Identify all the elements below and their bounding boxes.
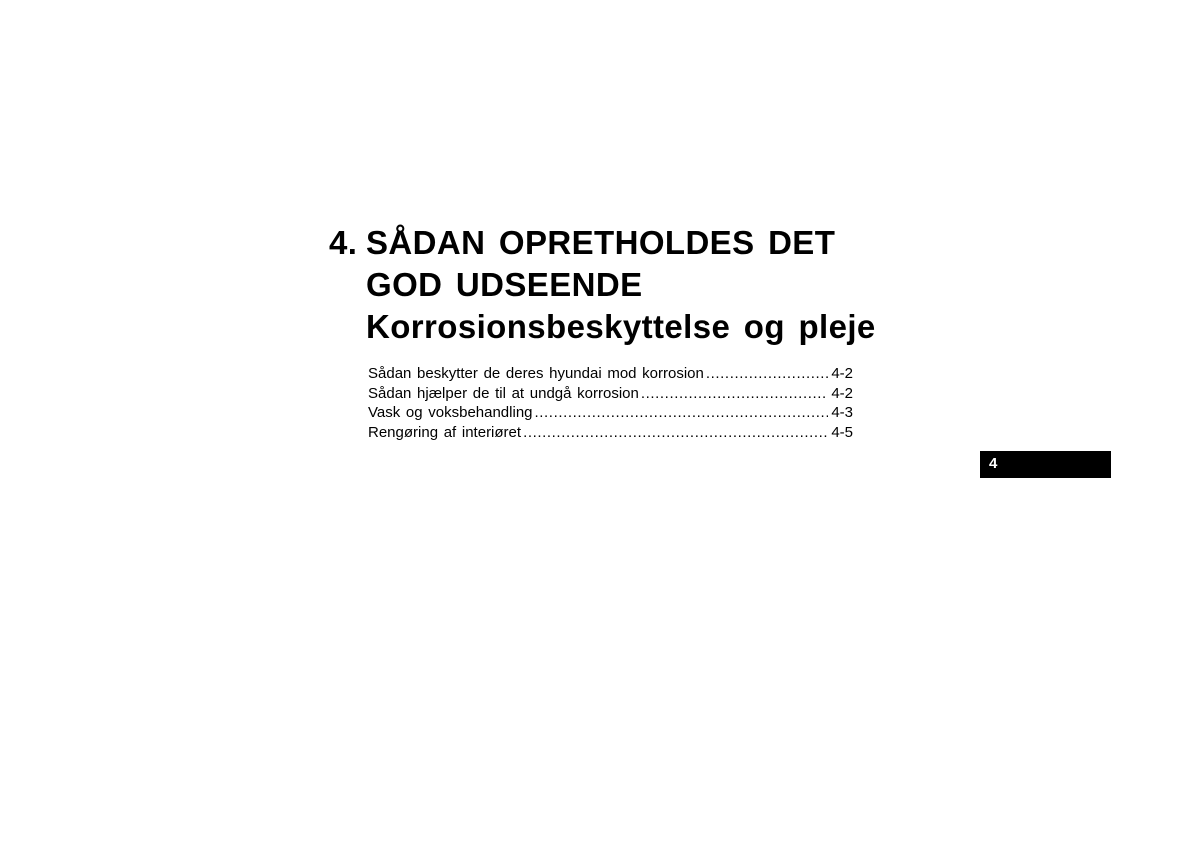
toc-dot-leader <box>535 403 829 423</box>
chapter-tab[interactable] <box>980 451 1111 478</box>
chapter-title-line-1 <box>329 222 929 264</box>
toc-entry-page: 4-2 <box>831 365 853 382</box>
chapter-heading <box>329 222 929 348</box>
toc-entry[interactable] <box>368 364 853 384</box>
toc-entry-title: Rengøring af interiøret <box>368 423 522 441</box>
toc-entry-page: 4-2 <box>831 384 853 402</box>
toc-dot-leader <box>706 364 828 384</box>
toc-entry[interactable] <box>368 403 853 423</box>
toc-entry-page: 4-3 <box>831 404 853 421</box>
table-of-contents <box>368 364 853 442</box>
toc-entry-title: Vask og voksbehandling <box>368 404 533 421</box>
toc-entry[interactable] <box>368 384 853 404</box>
toc-entry-title: Sådan beskytter de deres hyundai mod korrosion <box>368 365 704 382</box>
toc-entry[interactable] <box>368 423 853 443</box>
chapter-subtitle: Korrosionsbeskyttelse og pleje <box>366 308 876 345</box>
toc-entry-title: Sådan hjælper de til at undgå korrosion <box>368 384 639 402</box>
toc-dot-leader <box>523 423 828 443</box>
chapter-title-line-2: GOD UDSEENDE <box>366 266 643 303</box>
chapter-title-text-1: SÅDAN OPRETHOLDES DET <box>366 224 836 261</box>
chapter-number: 4. <box>329 224 358 261</box>
chapter-tab-label: 4 <box>989 455 998 472</box>
toc-dot-leader <box>641 384 828 404</box>
toc-entry-page: 4-5 <box>831 423 853 441</box>
